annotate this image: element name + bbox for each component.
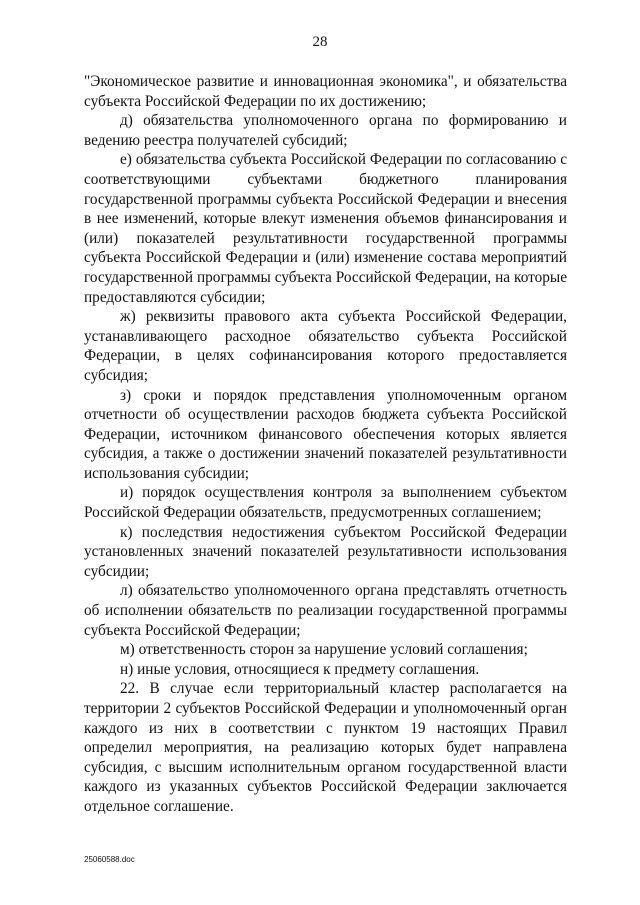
paragraph-item-l: л) обязательство уполномоченного органа представлять отчетность об исполнении обязательств по реализации государственной программы субъекта Российской Федерации; bbox=[84, 582, 567, 639]
paragraph-item-k: к) последствия недостижения субъектом Российской Федерации установленных значений показателей результативности использования субсидии; bbox=[84, 523, 567, 580]
paragraph-clause-22: 22. В случае если территориальный кластер располагается на территории 2 субъектов Российской Федерации и уполномоченный орган каждого из них в соответствии с пунктом 19 настоящих Правил определил мероприятия, на реализацию которых будет направлена субсидия, с высшим исполнительным органом государственной власти каждого из указанных субъектов Российской Федерации заключается отдельное соглашение. bbox=[84, 680, 567, 815]
paragraph-item-zh: ж) реквизиты правового акта субъекта Российской Федерации, устанавливающего расходное обязательство субъекта Российской Федерации, в целях софинансирования которого предоставляется субсидия; bbox=[84, 308, 567, 384]
paragraph-item-i: и) порядок осуществления контроля за выполнением субъектом Российской Федерации обязательств, предусмотренных соглашением; bbox=[84, 484, 567, 522]
paragraph-item-d: д) обязательства уполномоченного органа по формированию и ведению реестра получателей субсидий; bbox=[84, 112, 567, 149]
paragraph-item-m: м) ответственность сторон за нарушение условий соглашения; bbox=[120, 641, 528, 659]
page-number: 28 bbox=[312, 34, 328, 50]
paragraph-item-e: е) обязательства субъекта Российской Федерации по согласованию с соответствующими субъектами бюджетного планирования государственной программы субъекта Российской Федерации и внесения в нее изменений, которые влекут изменения объемов финансирования и (или) показателей результативности государственной программы субъекта Российской Федерации и (или) изменение состава мероприятий государственной программы субъекта Российской Федерации, на которые предоставляются субсидии; bbox=[84, 151, 567, 306]
document-body bbox=[84, 72, 567, 817]
paragraph-item-n: н) иные условия, относящиеся к предмету соглашения. bbox=[120, 660, 480, 678]
footer-file-code: 25060588.doc bbox=[84, 855, 135, 864]
paragraph-item-z: з) сроки и порядок представления уполномоченным органом отчетности об осуществлении расходов бюджета субъекта Российской Федерации, источником финансового обеспечения которых является субсидия, а также о достижении значений показателей результативности использования субсидии; bbox=[84, 386, 567, 482]
paragraph-continuation: "Экономическое развитие и инновационная экономика", и обязательства субъекта Российской Федерации по их достижению; bbox=[84, 73, 567, 110]
